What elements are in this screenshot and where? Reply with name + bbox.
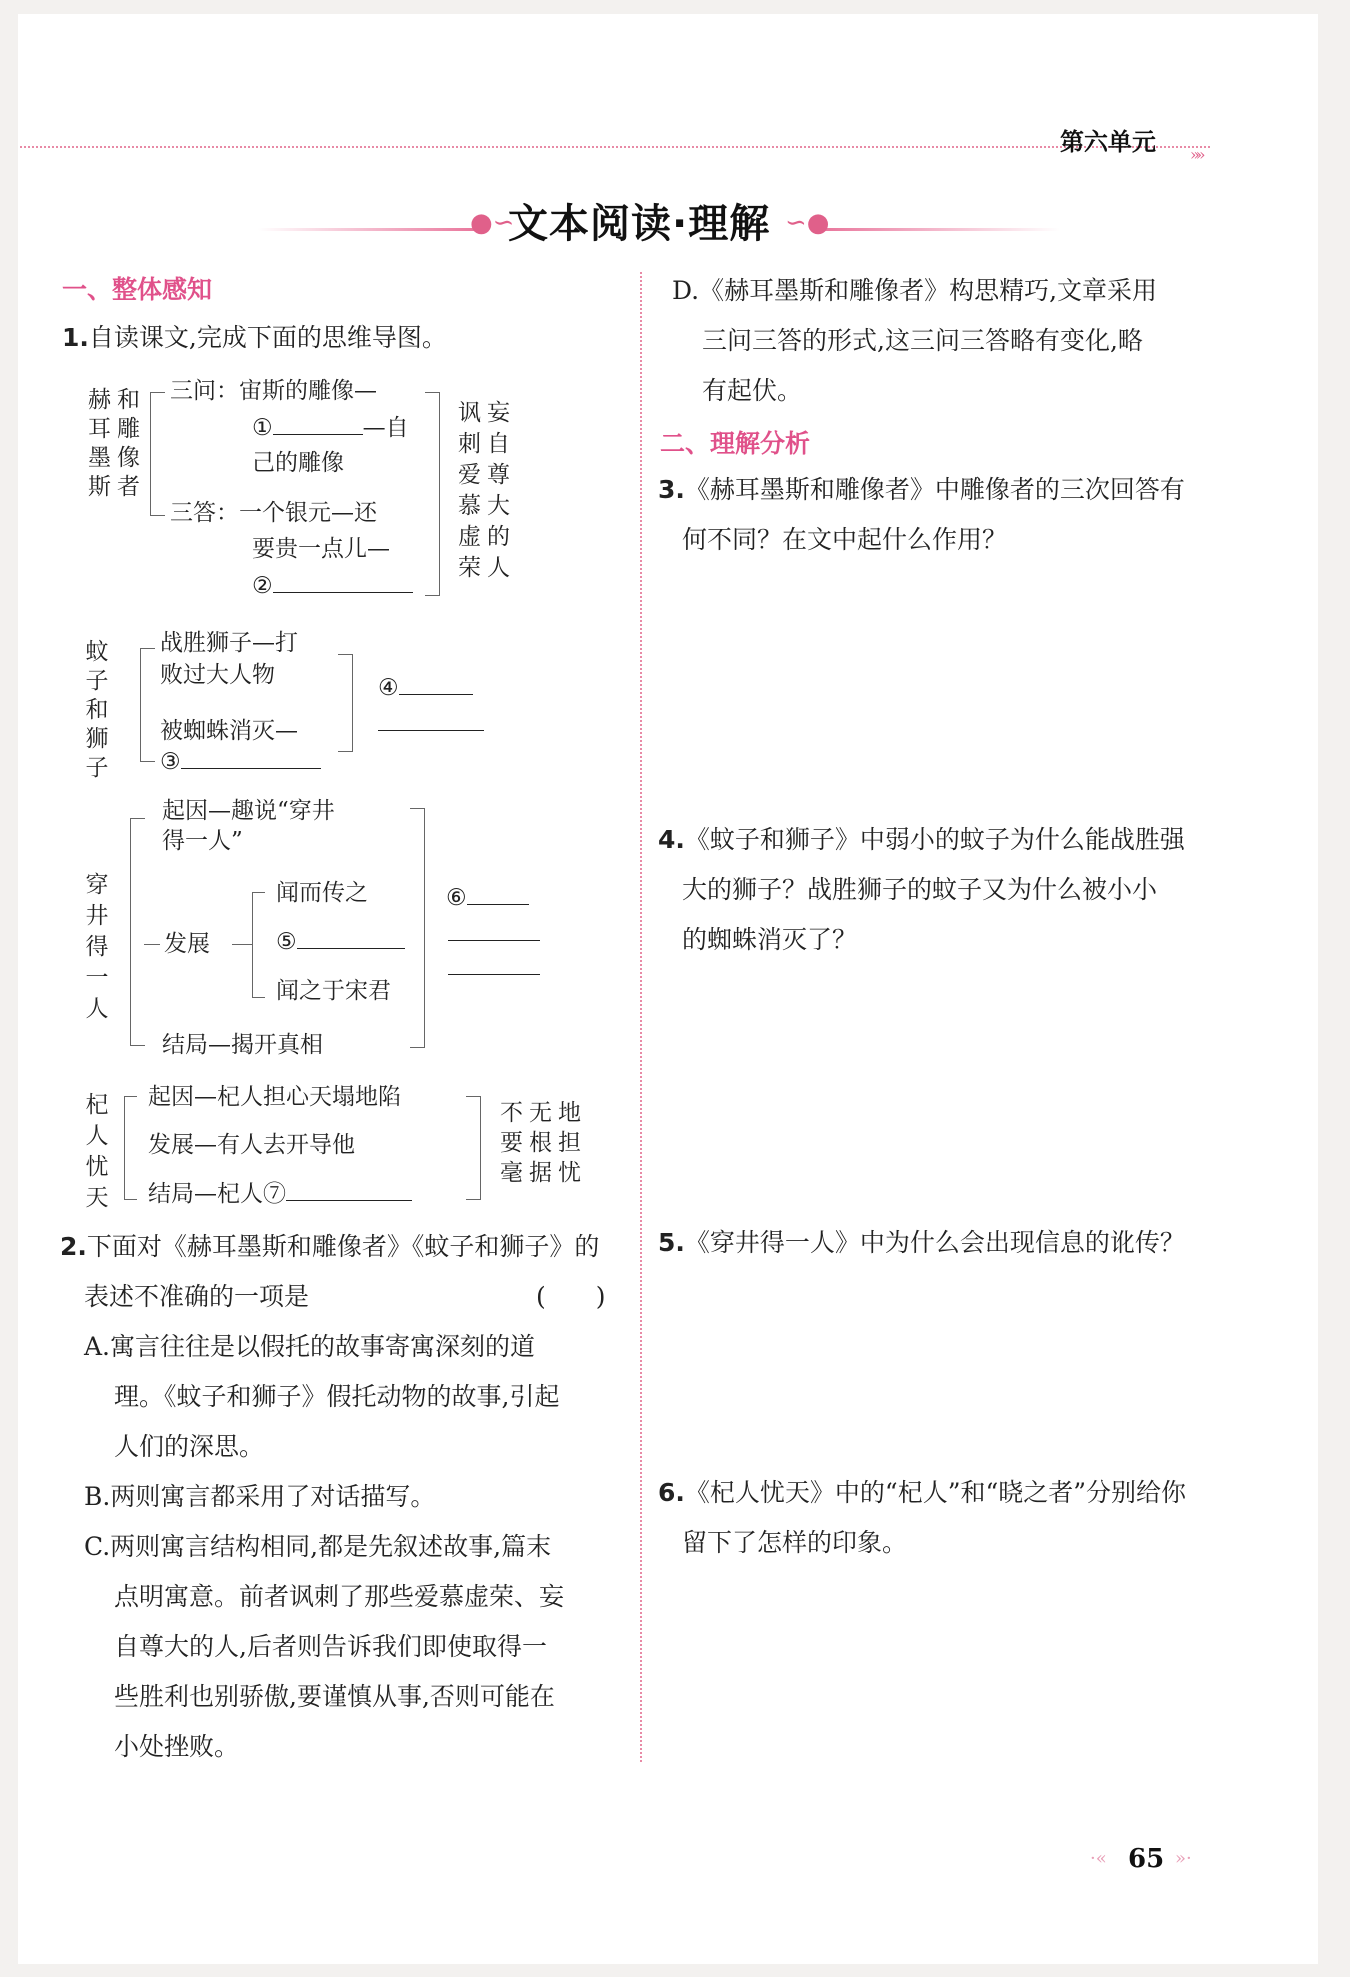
question-6: 6.《杞人忧天》中的“杞人”和“晓之者”分别给你 留下了怎样的印象。 <box>658 1478 1187 1557</box>
mm2-row3: 被蜘蛛消灭— <box>160 718 298 744</box>
dots-left-icon: ·« <box>1090 1848 1107 1869</box>
option-d[interactable]: D.《赫耳墨斯和雕像者》构思精巧,文章采用 三问三答的形式,这三问三答略有变化,略 有起伏。 <box>672 276 1158 405</box>
mm3-cause2: 得一人” <box>162 828 243 854</box>
mindmap-1-title: 赫 耳 墨 斯 和 雕 像 者 <box>88 387 140 500</box>
bracket <box>466 1096 481 1200</box>
question-1 <box>62 313 447 363</box>
mm3-dev: 发展 <box>164 931 210 957</box>
mm2-row4: ③ <box>160 746 321 777</box>
option-c[interactable]: C.两则寓言结构相同,都是先叙述故事,篇末 <box>84 1532 552 1561</box>
mm1-row3: 己的雕像 <box>252 450 344 476</box>
ornament-left-icon: ●∽ <box>470 208 515 238</box>
title-rule-right <box>820 228 1060 231</box>
question-3: 3.《赫耳墨斯和雕像者》中雕像者的三次回答有 何不同？在文中起什么作用？ <box>658 475 1185 554</box>
mm4-cause: 起因—杞人担心天塌地陷 <box>148 1084 401 1110</box>
title-rule-left <box>258 228 478 231</box>
option-b[interactable]: B.两则寓言都采用了对话描写。 <box>84 1482 436 1511</box>
blank-4[interactable] <box>399 672 473 695</box>
mm2-row2: 败过大人物 <box>160 662 275 688</box>
mindmap-2-title: 蚊 子 和 狮 子 <box>85 639 109 781</box>
answer-line <box>448 974 540 975</box>
mm4-end: 结局—杞人⑦ <box>148 1178 412 1209</box>
mm3-d1: 闻而传之 <box>276 880 368 906</box>
section-heading-1: 一、整体感知 <box>62 275 213 304</box>
mm1-row6: ② <box>252 570 413 601</box>
blank-2[interactable] <box>273 570 413 593</box>
bracket <box>410 808 425 1048</box>
mm3-end: 结局—揭开真相 <box>162 1032 323 1058</box>
bracket <box>140 648 155 762</box>
mm4-dev: 发展—有人去开导他 <box>148 1132 355 1158</box>
answer-line <box>448 940 540 941</box>
answer-line <box>378 730 484 731</box>
bracket <box>124 1096 137 1200</box>
column-divider <box>640 272 642 1762</box>
mm1-row4: 三答：一个银元—还 <box>170 500 377 526</box>
mm4-right: 不无地 要根担 毫据忧 <box>500 1100 587 1186</box>
mm2-right: ④ <box>378 672 473 703</box>
ornament-right-icon: ∽● <box>785 208 830 238</box>
mm1-right: 讽 刺 爱 慕 虚 荣 妄 自 尊 大 的 人 <box>458 400 510 581</box>
mm1-row1: 三问：宙斯的雕像— <box>170 378 377 404</box>
header-rule <box>20 146 1210 148</box>
option-a[interactable]: A.寓言往往是以假托的故事寄寓深刻的道 <box>84 1332 536 1361</box>
arrows-icon: »» <box>1190 145 1202 164</box>
mm2-row1: 战胜狮子—打 <box>160 630 298 656</box>
bracket <box>425 392 440 596</box>
mm3-right: ⑥ <box>446 882 529 913</box>
mm3-cause: 起因—趣说“穿井 <box>162 798 335 824</box>
bracket <box>252 892 265 998</box>
bracket <box>338 654 353 752</box>
question-2: 2.下面对《赫耳墨斯和雕像者》《蚊子和狮子》的 表述不准确的一项是 ( ) A.寓言往往是以假托的故事寄寓深刻的道 理。《蚊子和狮子》假托动物的故事,引起 人们的深思。 B.两则寓言都采用了对话描写。 C.两则寓言结构相同,都是先叙述故事,篇末 点明寓意。前者讽刺了那些爱慕虚荣、妄 自尊大的人,后者则告诉我们即使取得一 些胜利也别骄傲,要谨慎从事,否则可能在 小处挫败。 <box>60 1222 630 1772</box>
mm3-d3: 闻之于宋君 <box>276 978 391 1004</box>
blank-5[interactable] <box>297 926 405 949</box>
blank-6[interactable] <box>467 882 529 905</box>
mm1-row2: ① —自 <box>252 412 409 443</box>
bracket <box>130 818 145 1046</box>
question-4: 4.《蚊子和狮子》中弱小的蚊子为什么能战胜强 大的狮子？战胜狮子的蚊子又为什么被小小 的蜘蛛消灭了？ <box>658 825 1185 954</box>
dots-right-icon: »· <box>1175 1848 1192 1869</box>
question-5: 5.《穿井得一人》中为什么会出现信息的讹传？ <box>658 1228 1185 1257</box>
blank-1[interactable] <box>273 412 363 435</box>
bracket <box>150 392 165 516</box>
question-number: 1. <box>62 323 89 352</box>
mm3-d2: ⑤ <box>276 926 405 957</box>
question-text: 自读课文,完成下面的思维导图。 <box>88 323 447 352</box>
page-number: 65 <box>1128 1844 1165 1874</box>
section-heading-2: 二、理解分析 <box>660 429 811 458</box>
section-title: 文本阅读·理解 <box>508 201 771 247</box>
unit-label: 第六单元 <box>1060 128 1156 156</box>
mm1-row5: 要贵一点儿— <box>252 536 390 562</box>
answer-paren[interactable]: ( ) <box>536 1282 606 1311</box>
mindmap-4-title: 杞 人 忧 天 <box>85 1092 109 1211</box>
blank-3[interactable] <box>181 746 321 769</box>
mindmap-3-title: 穿 井 得 一 人 <box>85 872 109 1022</box>
blank-7[interactable] <box>286 1178 412 1201</box>
connector <box>232 944 252 945</box>
connector <box>144 944 160 945</box>
